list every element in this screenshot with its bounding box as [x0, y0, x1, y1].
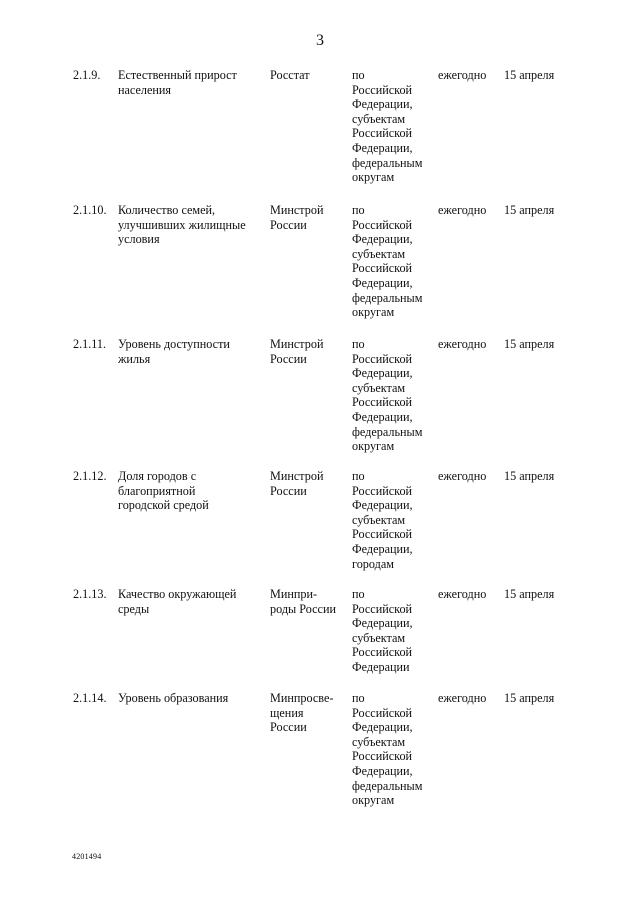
data-breakdown: по Российской Федерации, субъектам Российской Федерации, федеральным округам	[352, 203, 423, 320]
frequency: ежегодно	[438, 469, 487, 483]
indicator-name: Уровень доступности жилья	[118, 337, 230, 366]
responsible-agency: Росстат	[270, 68, 310, 82]
deadline: 15 апреля	[504, 691, 555, 705]
frequency: ежегодно	[438, 68, 487, 82]
row-number: 2.1.12.	[73, 469, 107, 483]
indicator-name: Доля городов с благоприятной городской средой	[118, 469, 209, 513]
indicator-name: Естественный прирост населения	[118, 68, 237, 97]
indicator-name: Количество семей, улучшивших жилищные условия	[118, 203, 246, 247]
row-number: 2.1.14.	[73, 691, 107, 705]
responsible-agency: Минстрой России	[270, 203, 324, 232]
frequency: ежегодно	[438, 203, 487, 217]
row-number: 2.1.9.	[73, 68, 101, 82]
row-number: 2.1.10.	[73, 203, 107, 217]
responsible-agency: Минпри- роды России	[270, 587, 337, 616]
row-number: 2.1.13.	[73, 587, 107, 601]
responsible-agency: Минстрой России	[270, 337, 324, 366]
deadline: 15 апреля	[504, 587, 555, 601]
responsible-agency: Минпросве- щения России	[270, 691, 334, 735]
page-number: 3	[316, 32, 324, 49]
data-breakdown: по Российской Федерации, субъектам Российской Федерации, федеральным округам	[352, 337, 423, 454]
row-number: 2.1.11.	[73, 337, 107, 351]
data-breakdown: по Российской Федерации, субъектам Российской Федерации	[352, 587, 413, 674]
deadline: 15 апреля	[504, 337, 555, 351]
indicator-name: Уровень образования	[118, 691, 229, 705]
data-breakdown: по Российской Федерации, субъектам Российской Федерации, федеральным округам	[352, 691, 423, 808]
deadline: 15 апреля	[504, 469, 555, 483]
responsible-agency: Минстрой России	[270, 469, 324, 498]
data-breakdown: по Российской Федерации, субъектам Российской Федерации, городам	[352, 469, 413, 571]
deadline: 15 апреля	[504, 68, 555, 82]
frequency: ежегодно	[438, 337, 487, 351]
deadline: 15 апреля	[504, 203, 555, 217]
frequency: ежегодно	[438, 587, 487, 601]
data-breakdown: по Российской Федерации, субъектам Российской Федерации, федеральным округам	[352, 68, 423, 185]
frequency: ежегодно	[438, 691, 487, 705]
document-code: 4201494	[72, 852, 102, 861]
indicator-name: Качество окружающей среды	[118, 587, 237, 616]
